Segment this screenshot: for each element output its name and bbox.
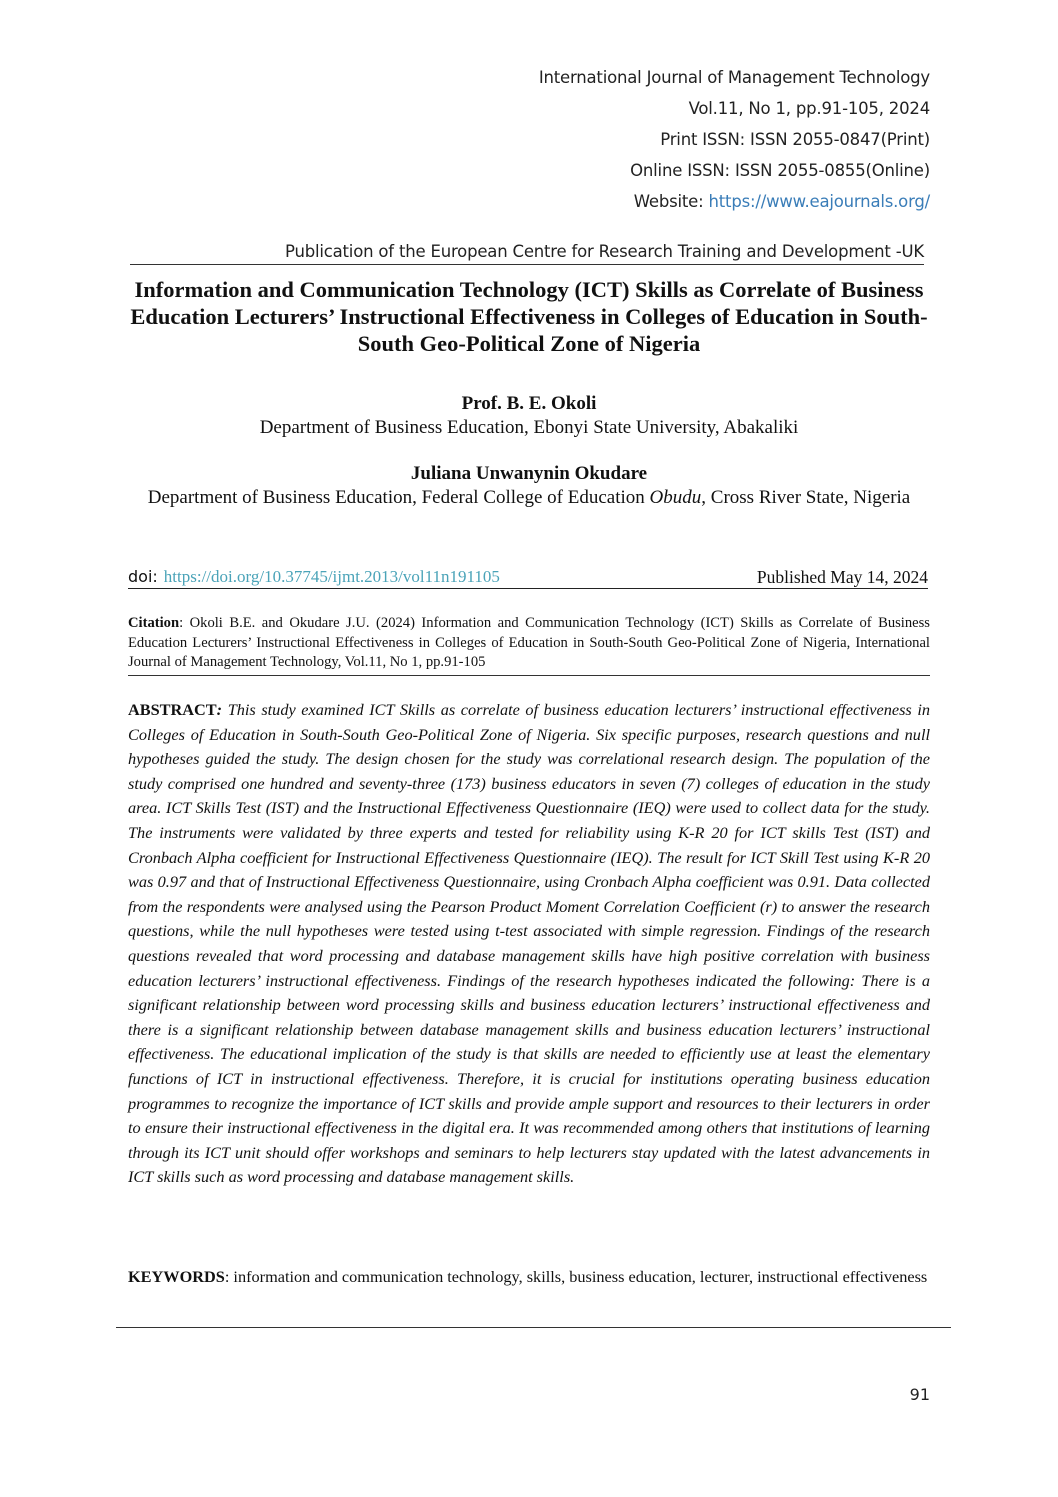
doi xyxy=(128,566,500,588)
doi-link[interactable]: https://doi.org/10.37745/ijmt.2013/vol11n191105 xyxy=(163,567,500,586)
journal-header xyxy=(539,62,930,217)
abstract-label: ABSTRACT xyxy=(128,700,217,719)
keywords xyxy=(128,1266,930,1288)
author-name: Juliana Unwanynin Okudare xyxy=(410,463,648,484)
citation-label: Citation xyxy=(128,615,180,631)
online-issn: Online ISSN: ISSN 2055-0855(Online) xyxy=(630,161,930,180)
author-1 xyxy=(128,392,930,440)
journal-name: International Journal of Management Technology xyxy=(538,68,930,87)
keywords-label: KEYWORDS xyxy=(128,1267,225,1286)
abstract-separator: : xyxy=(216,700,228,719)
author-affiliation: Department of Business Education, Federal College of Education Obudu, Cross River State, Nigeria xyxy=(147,487,911,508)
keywords-text: information and communication technology, skills, business education, lecturer, instructional effectiveness xyxy=(233,1267,928,1286)
doi-row xyxy=(128,566,928,589)
abstract-text: This study examined ICT Skills as correlate of business education lecturers’ instructional effectiveness in Colleges of Education in South-South Geo-Political Zone of Nigeria. Six specific purposes, research questions and null hypotheses guided the study. The design chosen for the study was correlational research design. The population of the study comprised one hundred and seventy-three (173) business educators in seven (7) colleges of education in the study area. ICT Skills Test (IST) and the Instructional Effectiveness Questionnaire (IEQ) were used to collect data for the study. The instruments were validated by three experts and tested for reliability using K-R 20 for ICT skills Test (IST) and Cronbach Alpha coefficient for Instructional Effectiveness Questionnaire (IEQ). The result for ICT Skill Test using K-R 20 was 0.97 and that of Instructional Effectiveness Questionnaire, using Cronbach Alpha coefficient was 0.91. Data collected from the respondents were analysed using the Pearson Product Moment Correlation Coefficient (r) to answer the research questions, while the null hypotheses were tested using t-test associated with simple regression. Findings of the research questions revealed that word processing and database management skills have high positive correlation with business education lecturers’ instructional effectiveness. Findings of the research hypotheses indicated the following: There is a significant relationship between word processing skills and business education lecturers’ instructional effectiveness and there is a significant relationship between database management skills and business education lecturers’ instructional effectiveness. The educational implication of the study is that skills are needed to efficiently use at least the elementary functions of ICT in instructional effectiveness. Therefore, it is crucial for institutions operating business education programmes to recognize the importance of ICT skills and provide ample support and resources to their lecturers in order to ensure their instructional effectiveness in the digital era. It was recommended among others that institutions of learning through its ICT unit should offer workshops and seminars to help lecturers stay updated with the latest advancements in ICT skills such as word processing and database management skills. xyxy=(128,700,930,1187)
footer-divider xyxy=(116,1327,951,1328)
citation-text: : Okoli B.E. and Okudare J.U. (2024) Information and Communication Technology (ICT) Skills as Correlate of Business Education Lecturers’ Instructional Effectiveness in Colleges of Education in South-South Geo-Political Zone of Nigeria, International Journal of Management Technology, Vol.11, No 1, pp.91-105 xyxy=(128,615,930,670)
published-date: Published May 14, 2024 xyxy=(756,567,928,587)
website-link[interactable]: https://www.eajournals.org/ xyxy=(708,192,930,211)
abstract xyxy=(128,698,930,1190)
author-2 xyxy=(128,462,930,510)
article-title: Information and Communication Technology (ICT) Skills as Correlate of Business Education Lecturers’ Instructional Effectiveness in Colleges of Education in South-South Geo-Political Zone of Nigeria xyxy=(130,277,928,356)
citation xyxy=(128,614,930,676)
volume-info: Vol.11, No 1, pp.91-105, 2024 xyxy=(688,99,930,118)
keywords-separator: : xyxy=(224,1267,234,1286)
website-label: Website: xyxy=(633,192,709,211)
author-affiliation: Department of Business Education, Ebonyi State University, Abakaliki xyxy=(259,417,799,438)
author-block xyxy=(128,392,930,510)
author-name: Prof. B. E. Okoli xyxy=(461,393,597,414)
doi-label: doi: xyxy=(128,567,158,586)
page-number: 91 xyxy=(909,1385,930,1404)
website-line xyxy=(539,186,930,217)
print-issn: Print ISSN: ISSN 2055-0847(Print) xyxy=(660,130,930,149)
publisher-line: Publication of the European Centre for Research Training and Development -UK xyxy=(130,240,924,265)
